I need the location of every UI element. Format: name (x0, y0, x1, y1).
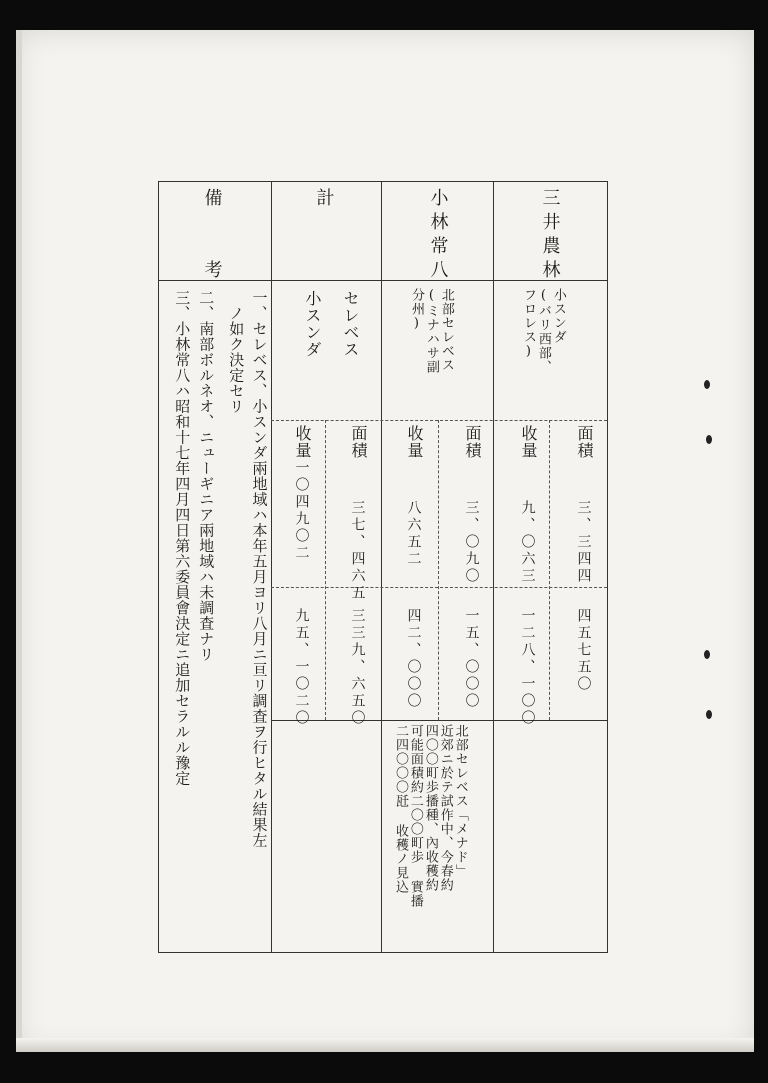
remark-kobayashi: 北部セレベス「メナド」 近郊ニ於テ試作中、今春約 四〇〇町歩播種、內收穫約 可能面積約二〇〇町歩 實播 二四〇〇〇瓩 收穫ノ見込 (392, 724, 468, 908)
total-area-kosunda: 小スンダ (303, 290, 322, 358)
value-menseki-2-mitsui: 四五七五〇 (575, 608, 592, 693)
area-name-mitsui: 小スンダ (バリ西部、 フロレス) (520, 288, 566, 374)
label-shuryo-mitsui: 收量 (519, 425, 538, 459)
total-area-celebes: セレベス (341, 290, 360, 358)
header-biko: 備 考 (201, 188, 223, 284)
page-edge (16, 30, 22, 1052)
header-mitsui: 三井農林 (539, 188, 561, 284)
punch-hole-mark (704, 380, 710, 389)
header-total: 計 (313, 188, 335, 212)
sub-divider (438, 420, 439, 720)
value-shuryo-2-mitsui: 一二八、一〇〇 (519, 608, 536, 727)
column-divider (381, 182, 382, 952)
sub-divider (549, 420, 550, 720)
value-menseki-1-kobayashi: 三、〇九〇 (463, 500, 480, 585)
header-kobayashi: 小林常八 (427, 188, 449, 284)
punch-hole-mark (706, 435, 712, 444)
label-shuryo-kobayashi: 收量 (405, 425, 424, 459)
sub-divider (325, 420, 326, 720)
biko-note-3: 三、小林常八ハ昭和十七年四月四日第六委員會決定ニ追加セラルル豫定 (173, 290, 192, 786)
value-menseki-2-kobayashi: 一五、〇〇〇 (463, 608, 480, 710)
column-divider (493, 182, 494, 952)
value-menseki-2-total: 三三九、六五〇 (349, 608, 366, 727)
value-shuryo-1-total: 一〇四九〇二 (293, 460, 310, 562)
label-menseki-total: 面積 (349, 425, 368, 459)
value-menseki-1-total: 三七、四六五 (349, 500, 366, 602)
row-separator (271, 587, 607, 588)
page-bottom-shadow (16, 1038, 754, 1052)
row-separator (271, 720, 607, 721)
value-shuryo-1-mitsui: 九、〇六三 (519, 500, 536, 585)
punch-hole-mark (706, 710, 712, 719)
value-shuryo-2-kobayashi: 四二、〇〇〇 (405, 608, 422, 710)
area-name-kobayashi: 北部セレベス (ミナハサ副 分州) (408, 288, 454, 374)
label-shuryo-total: 收量 (293, 425, 312, 459)
biko-note-1: 一、セレベス、小スンダ兩地域ハ本年五月ヨリ八月ニ亘リ調査ヲ行ヒタル結果左 ノ如ク決定セリ (227, 290, 269, 848)
value-menseki-1-mitsui: 三、三四四 (575, 500, 592, 585)
value-shuryo-1-kobayashi: 八六五二 (405, 500, 422, 568)
row-separator (271, 420, 607, 421)
column-divider (271, 182, 272, 952)
biko-note-2: 二、南部ボルネオ、ニューギニア兩地域ハ未調査ナリ (197, 290, 216, 662)
label-menseki-mitsui: 面積 (575, 425, 594, 459)
value-shuryo-2-total: 九五、一〇二〇 (293, 608, 310, 727)
punch-hole-mark (704, 650, 710, 659)
label-menseki-kobayashi: 面積 (463, 425, 482, 459)
